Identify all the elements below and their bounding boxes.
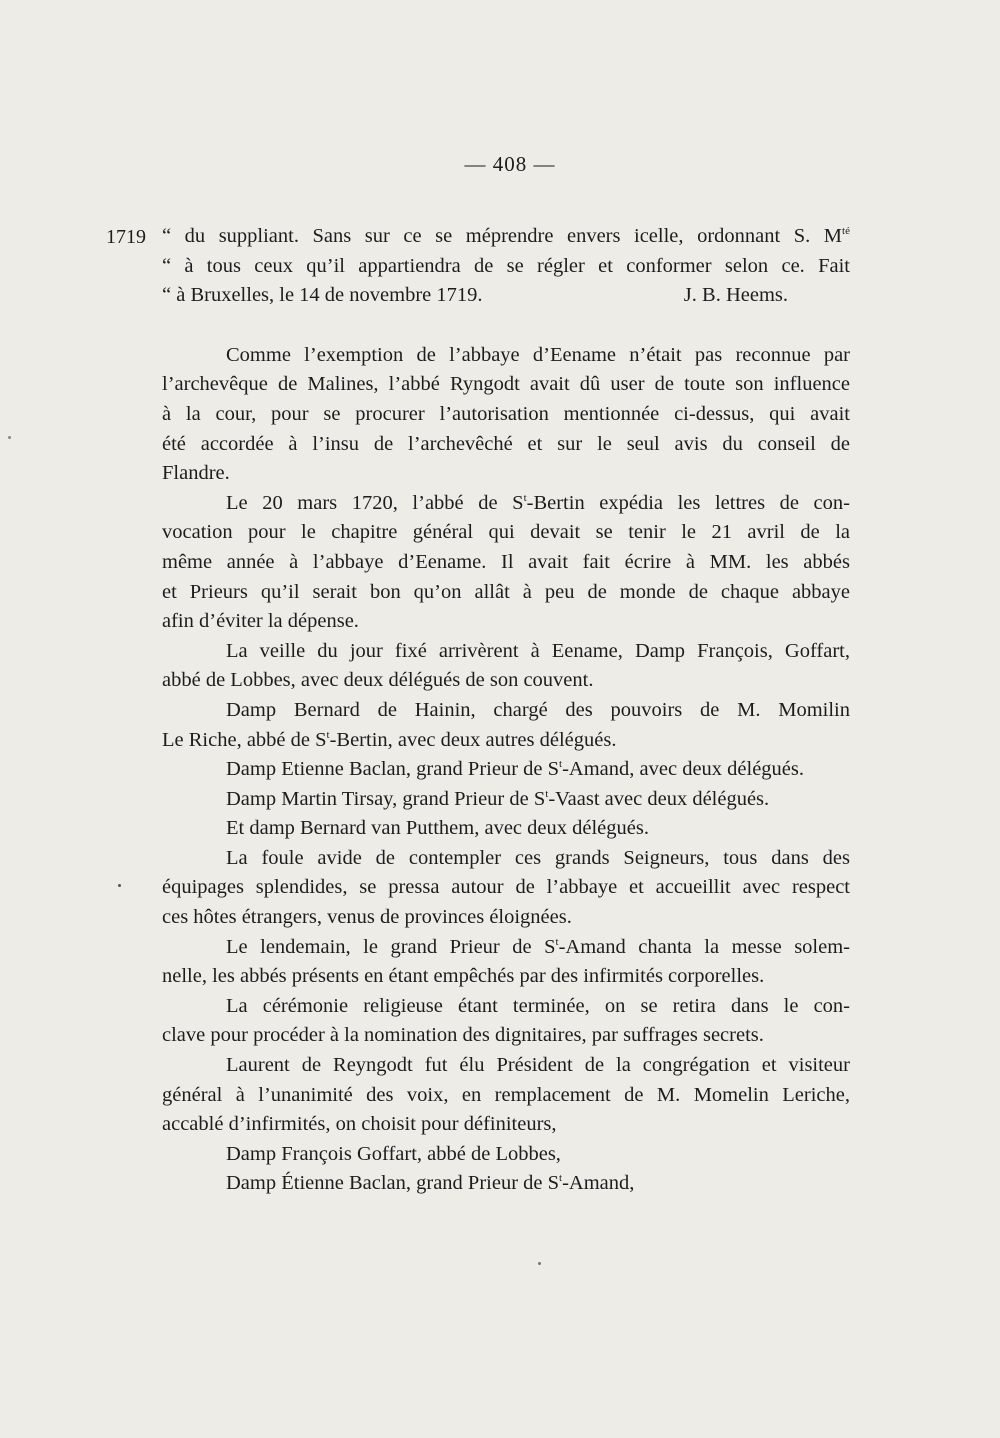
p2-line-1-sup: t: [523, 491, 527, 504]
p2-line-2: vocation pour le chapitre général qui devait se tenir le 21 avril de la: [162, 521, 850, 544]
p6-a: Damp Martin Tirsay, grand Prieur de S: [226, 787, 546, 810]
margin-speck: [538, 1262, 541, 1265]
p2-line-1-b: -Bertin expédia les lettres de con-: [526, 491, 850, 514]
p11-line-3: accablé d’infirmités, on choisit pour définiteurs,: [162, 1113, 557, 1136]
p8-line-2: équipages splendides, se pressa autour de l’abbaye et accueillit avec respect: [162, 876, 850, 899]
quote-line-3: [162, 281, 850, 311]
p4-line-2: [162, 726, 850, 756]
p4-line-2-sup: t: [326, 728, 330, 741]
quote-line-2: “ à tous ceux qu’il appartiendra de se régler et conformer selon ce. Fait: [162, 254, 850, 277]
p9-line-1: [162, 933, 850, 963]
p13-line-1: [162, 1169, 850, 1199]
p2-line-4: et Prieurs qu’il serait bon qu’on allât à peu de monde de chaque abbaye: [162, 580, 850, 603]
quote-line-1: [162, 222, 850, 252]
p4-line-2-b: -Bertin, avec deux autres délégués.: [329, 728, 617, 751]
p7-line-1: Et damp Bernard van Putthem, avec deux délégués.: [226, 817, 649, 840]
margin-speck: [8, 436, 11, 439]
p10-line-2: clave pour procéder à la nomination des dignitaires, par suffrages secrets.: [162, 1024, 764, 1047]
p6-b: -Vaast avec deux délégués.: [548, 787, 770, 810]
p4-line-1: Damp Bernard de Hainin, chargé des pouvoirs de M. Momilin: [226, 698, 850, 721]
p13-sup: t: [559, 1172, 563, 1185]
quote-line-1-sup: té: [842, 225, 850, 238]
p5-a: Damp Etienne Baclan, grand Prieur de S: [226, 758, 560, 781]
p9-line-1-a: Le lendemain, le grand Prieur de S: [226, 935, 556, 958]
p9-line-2: nelle, les abbés présents en étant empêchés par des infirmités corporelles.: [162, 965, 765, 988]
p1-line-4: été accordée à l’insu de l’archevêché et sur le seul avis du conseil de: [162, 432, 850, 455]
margin-year: 1719: [106, 226, 146, 248]
p2-line-3: même année à l’abbaye d’Eename. Il avait fait écrire à MM. les abbés: [162, 550, 850, 573]
p13-a: Damp Étienne Baclan, grand Prieur de S: [226, 1172, 560, 1195]
p11-line-1: Laurent de Reyngodt fut élu Président de la congrégation et visiteur: [226, 1054, 850, 1077]
p5-b: -Amand, avec deux délégués.: [562, 758, 805, 781]
p2-line-1: [162, 489, 850, 519]
paragraph-gap: [162, 311, 850, 341]
p5-line-1: [162, 755, 850, 785]
quote-line-3-text: “ à Bruxelles, le 14 de novembre 1719.: [162, 284, 483, 307]
p4-line-2-a: Le Riche, abbé de S: [162, 728, 327, 751]
p9-line-1-sup: t: [555, 935, 559, 948]
p3-line-1: La veille du jour fixé arrivèrent à Eename, Damp François, Goffart,: [226, 639, 850, 662]
p9-line-1-b: -Amand chanta la messe solem-: [558, 935, 850, 958]
p13-b: -Amand,: [562, 1172, 635, 1195]
margin-speck: [118, 884, 121, 887]
p3-line-2: abbé de Lobbes, avec deux délégués de son couvent.: [162, 669, 594, 692]
p5-sup: t: [559, 758, 563, 771]
p8-line-1: La foule avide de contempler ces grands Seigneurs, tous dans des: [226, 846, 850, 869]
p1-line-5: Flandre.: [162, 462, 230, 485]
p12-line-1: Damp François Goffart, abbé de Lobbes,: [226, 1142, 561, 1165]
p1-line-1: Comme l’exemption de l’abbaye d’Eename n’était pas reconnue par: [226, 343, 850, 366]
p1-line-3: à la cour, pour se procurer l’autorisation mentionnée ci-dessus, qui avait: [162, 402, 850, 425]
body-text: [162, 222, 850, 1199]
p6-sup: t: [545, 787, 549, 800]
signature: J. B. Heems.: [683, 284, 788, 307]
p6-line-1: [162, 785, 850, 815]
p2-line-1-a: Le 20 mars 1720, l’abbé de S: [226, 491, 524, 514]
p11-line-2: général à l’unanimité des voix, en remplacement de M. Momelin Leriche,: [162, 1083, 850, 1106]
quote-line-1-text: “ du suppliant. Sans sur ce se méprendre envers icelle, ordonnant S. M: [162, 225, 843, 247]
p2-line-5: afin d’éviter la dépense.: [162, 610, 359, 633]
page-number: — 408 —: [464, 152, 556, 176]
p10-line-1: La cérémonie religieuse étant terminée, on se retira dans le con-: [226, 994, 850, 1017]
p1-line-2: l’archevêque de Malines, l’abbé Ryngodt avait dû user de toute son influence: [162, 373, 850, 396]
p8-line-3: ces hôtes étrangers, venus de provinces éloignées.: [162, 906, 572, 929]
